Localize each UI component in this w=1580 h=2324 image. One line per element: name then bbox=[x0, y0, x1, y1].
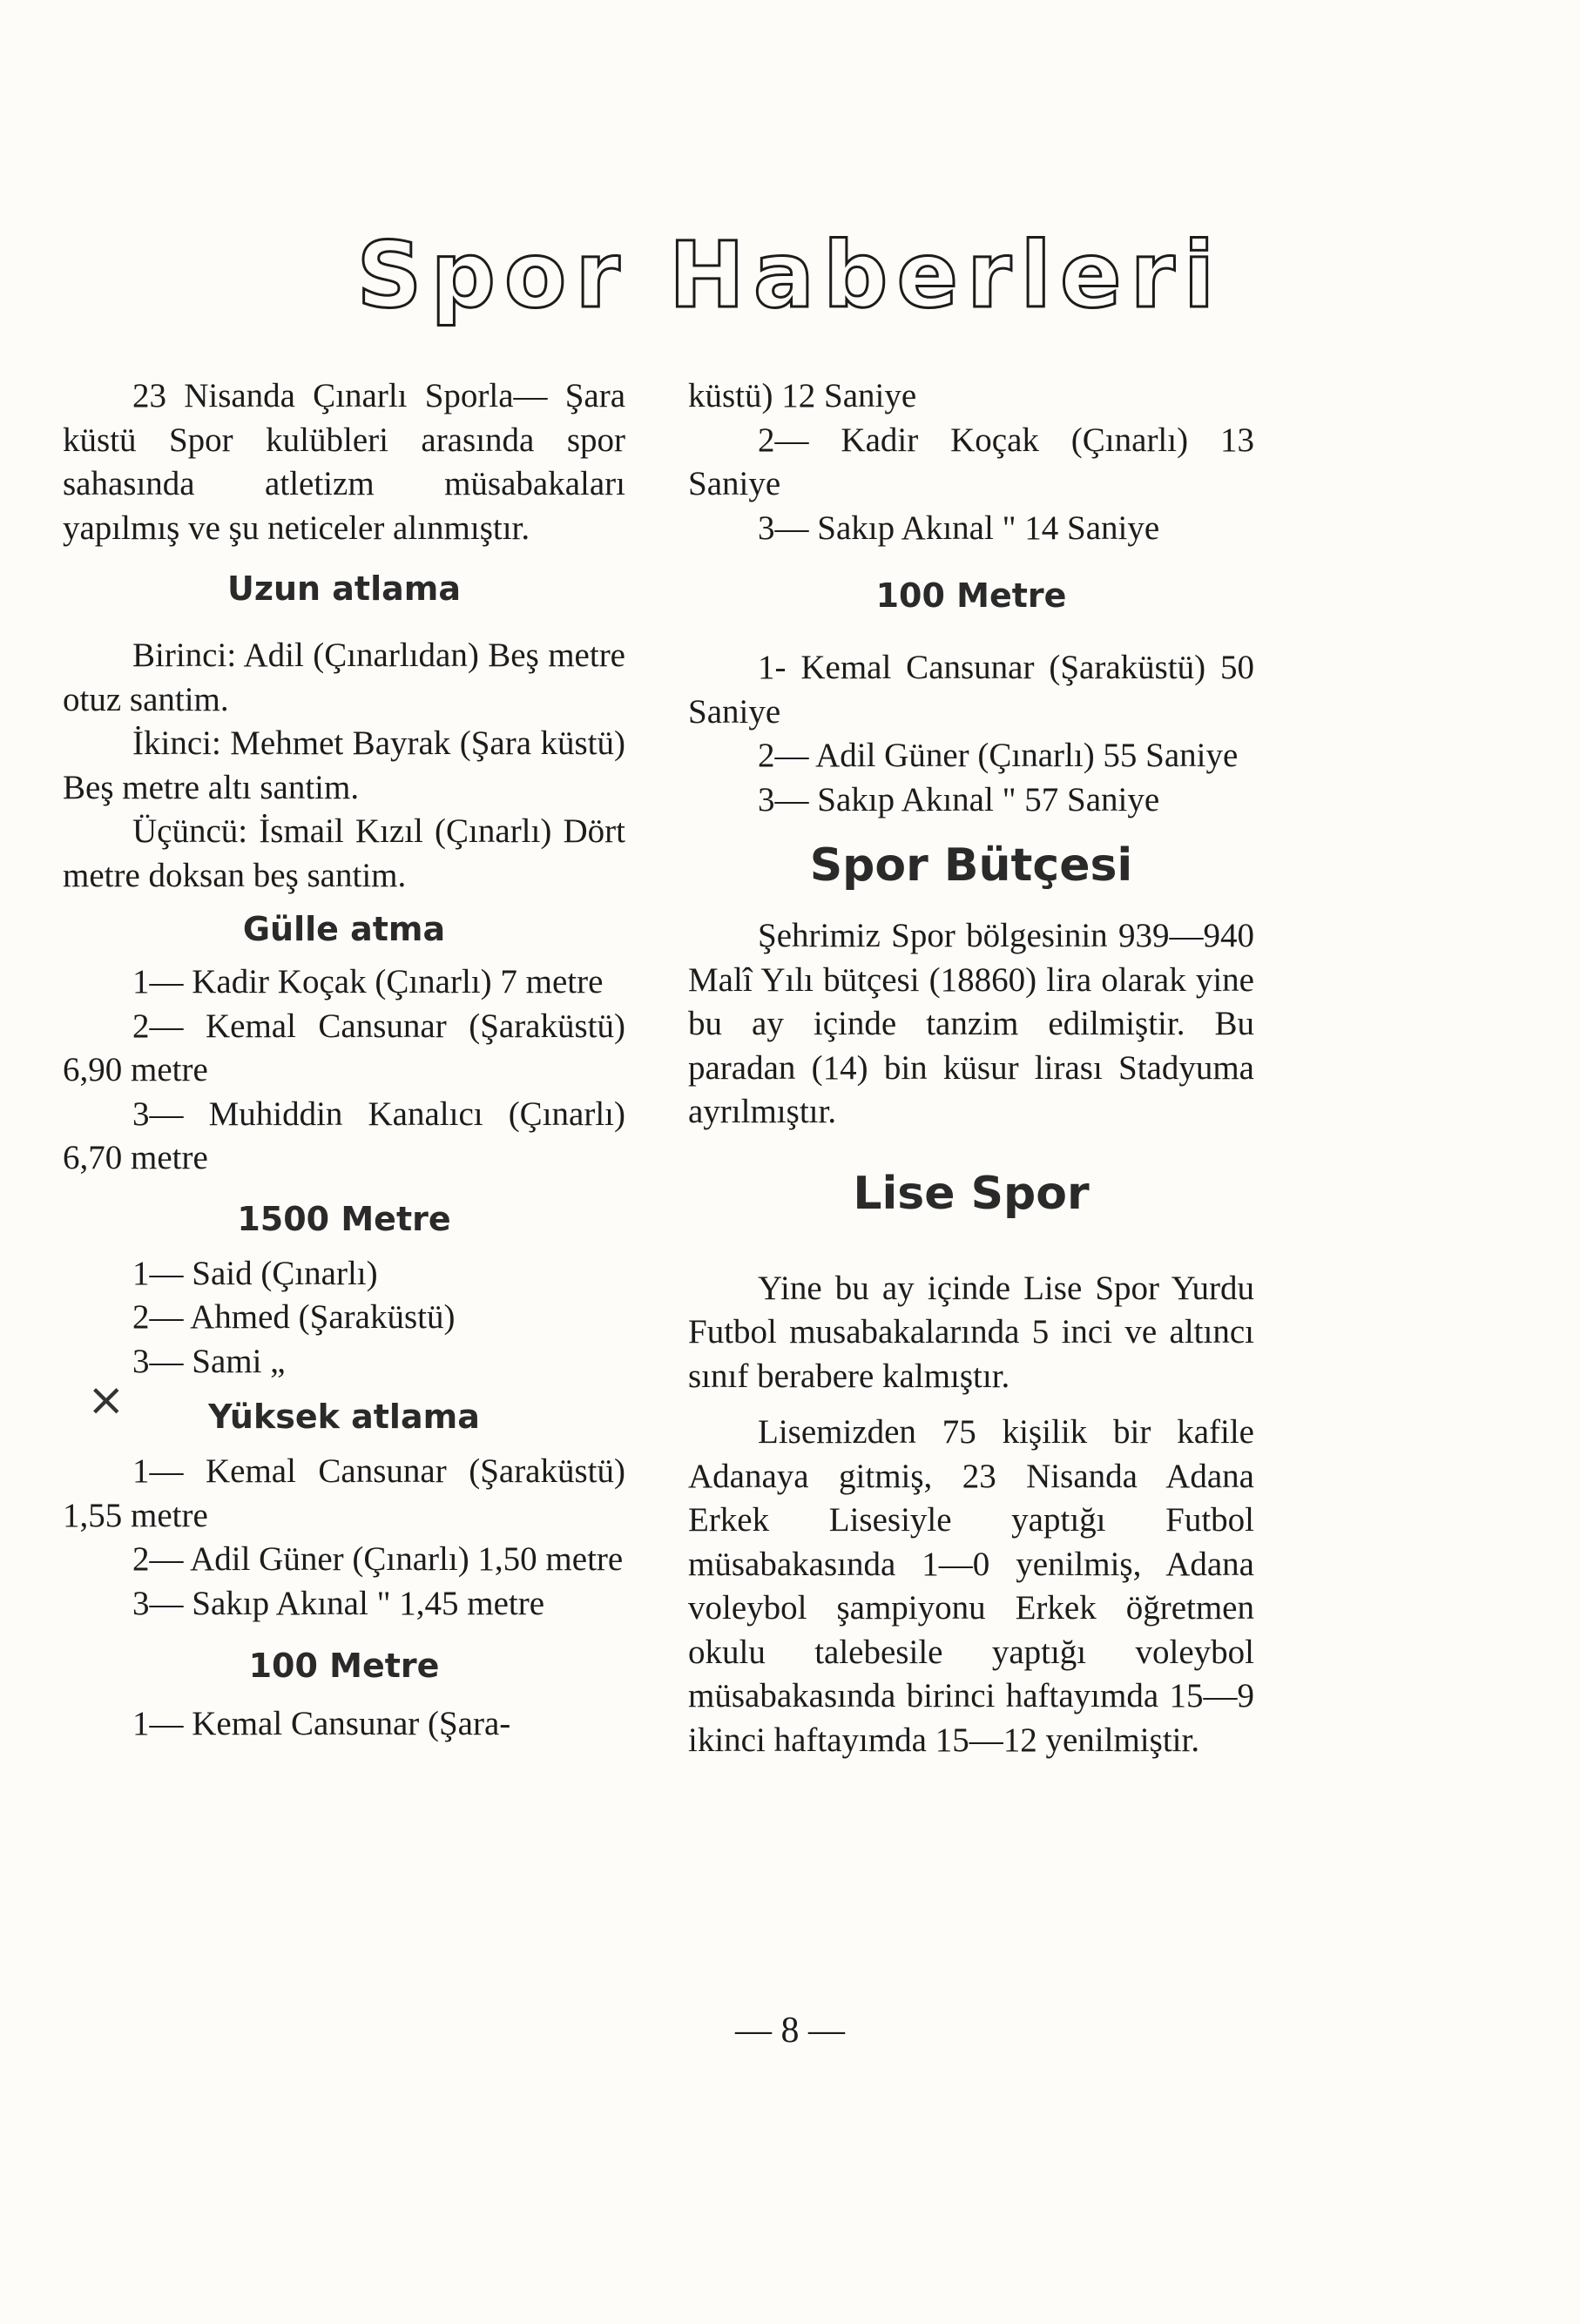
result-line: 3— Sami „ bbox=[132, 1342, 286, 1380]
lise-paragraph: Lisemizden 75 kişilik bir kafile Adanaya gitmiş, 23 Nisanda Adana Erkek Lisesiyle yaptığı Futbol müsabakasında 1—0 yenilmiş, Adana voleybol şampiyonu Erkek öğretmen okulu talebesile yaptığı voleybol müsabakasında birinci haftayımda 15—9 ikinci haftayımda 15—12 yenilmiştir. bbox=[688, 1413, 1254, 1759]
result-line: 1— Said (Çınarlı) bbox=[132, 1254, 378, 1292]
result-line: 2— Adil Güner (Çınarlı) 1,50 metre bbox=[132, 1540, 624, 1578]
result-line: Üçüncü: İsmail Kızıl (Çınarlı) Dört metre doksan beş santim. bbox=[63, 812, 625, 894]
page-title: Spor Haberleri bbox=[356, 222, 1224, 328]
heading-100-metre-right: 100 Metre bbox=[875, 576, 1067, 615]
result-line: 2— Ahmed (Şaraküstü) bbox=[132, 1298, 456, 1336]
result-line: 1— Kemal Cansunar (Şara- bbox=[132, 1705, 511, 1742]
result-line: İkinci: Mehmet Bayrak (Şara küstü) Beş metre altı santim. bbox=[63, 724, 625, 806]
handwritten-x-mark: × bbox=[87, 1374, 125, 1426]
result-line: 1— Kadir Koçak (Çınarlı) 7 metre bbox=[132, 963, 604, 1000]
result-line: 3— Sakıp Akınal " 57 Saniye bbox=[758, 780, 1160, 818]
heading-lise-spor: Lise Spor bbox=[853, 1167, 1090, 1220]
heading-yuksek-atlama: Yüksek atlama bbox=[208, 1398, 480, 1436]
result-line: 2— Adil Güner (Çınarlı) 55 Saniye bbox=[758, 737, 1239, 774]
heading-100-metre: 100 Metre bbox=[248, 1647, 440, 1685]
result-line: 3— Sakıp Akınal " 1,45 metre bbox=[132, 1584, 545, 1622]
heading-1500-metre: 1500 Metre bbox=[237, 1199, 451, 1238]
result-line: 3— Muhiddin Kanalıcı (Çınarlı) 6,70 metre bbox=[63, 1095, 625, 1176]
intro-paragraph: 23 Nisanda Çınarlı Sporla— Şara küstü Spor kulübleri arasında spor sahasında atletizm müsabakaları yapılmış ve şu neticeler alınmıştır. bbox=[63, 377, 625, 547]
result-line: 1- Kemal Cansunar (Şaraküstü) 50 Saniye bbox=[688, 649, 1254, 731]
result-line: 2— Kadir Koçak (Çınarlı) 13 Saniye bbox=[688, 421, 1254, 502]
heading-uzun-atlama: Uzun atlama bbox=[226, 569, 462, 608]
result-line: 1— Kemal Cansunar (Şaraküstü) 1,55 metre bbox=[63, 1452, 625, 1534]
lise-paragraph: Yine bu ay içinde Lise Spor Yurdu Futbol musabakalarında 5 inci ve altıncı sınıf berabere kalmıştır. bbox=[688, 1269, 1254, 1395]
right-column bbox=[688, 374, 1254, 1762]
left-column bbox=[63, 374, 625, 1747]
result-line: Birinci: Adil (Çınarlıdan) Beş metre otuz santim. bbox=[63, 637, 625, 718]
page-number: — 8 — bbox=[735, 2011, 845, 2051]
result-line: küstü) 12 Saniye bbox=[688, 377, 917, 414]
budget-paragraph: Şehrimiz Spor bölgesinin 939—940 Malî Yılı bütçesi (18860) lira olarak yine bu ay içinde tanzim edilmiştir. Bu paradan (14) bin küsur lirası Stadyuma ayrılmıştır. bbox=[688, 917, 1254, 1130]
heading-gulle-atma: Gülle atma bbox=[242, 910, 446, 948]
result-line: 2— Kemal Cansunar (Şaraküstü) 6,90 metre bbox=[63, 1007, 625, 1088]
heading-spor-butcesi: Spor Bütçesi bbox=[809, 839, 1133, 892]
result-line: 3— Sakıp Akınal " 14 Saniye bbox=[758, 509, 1160, 547]
